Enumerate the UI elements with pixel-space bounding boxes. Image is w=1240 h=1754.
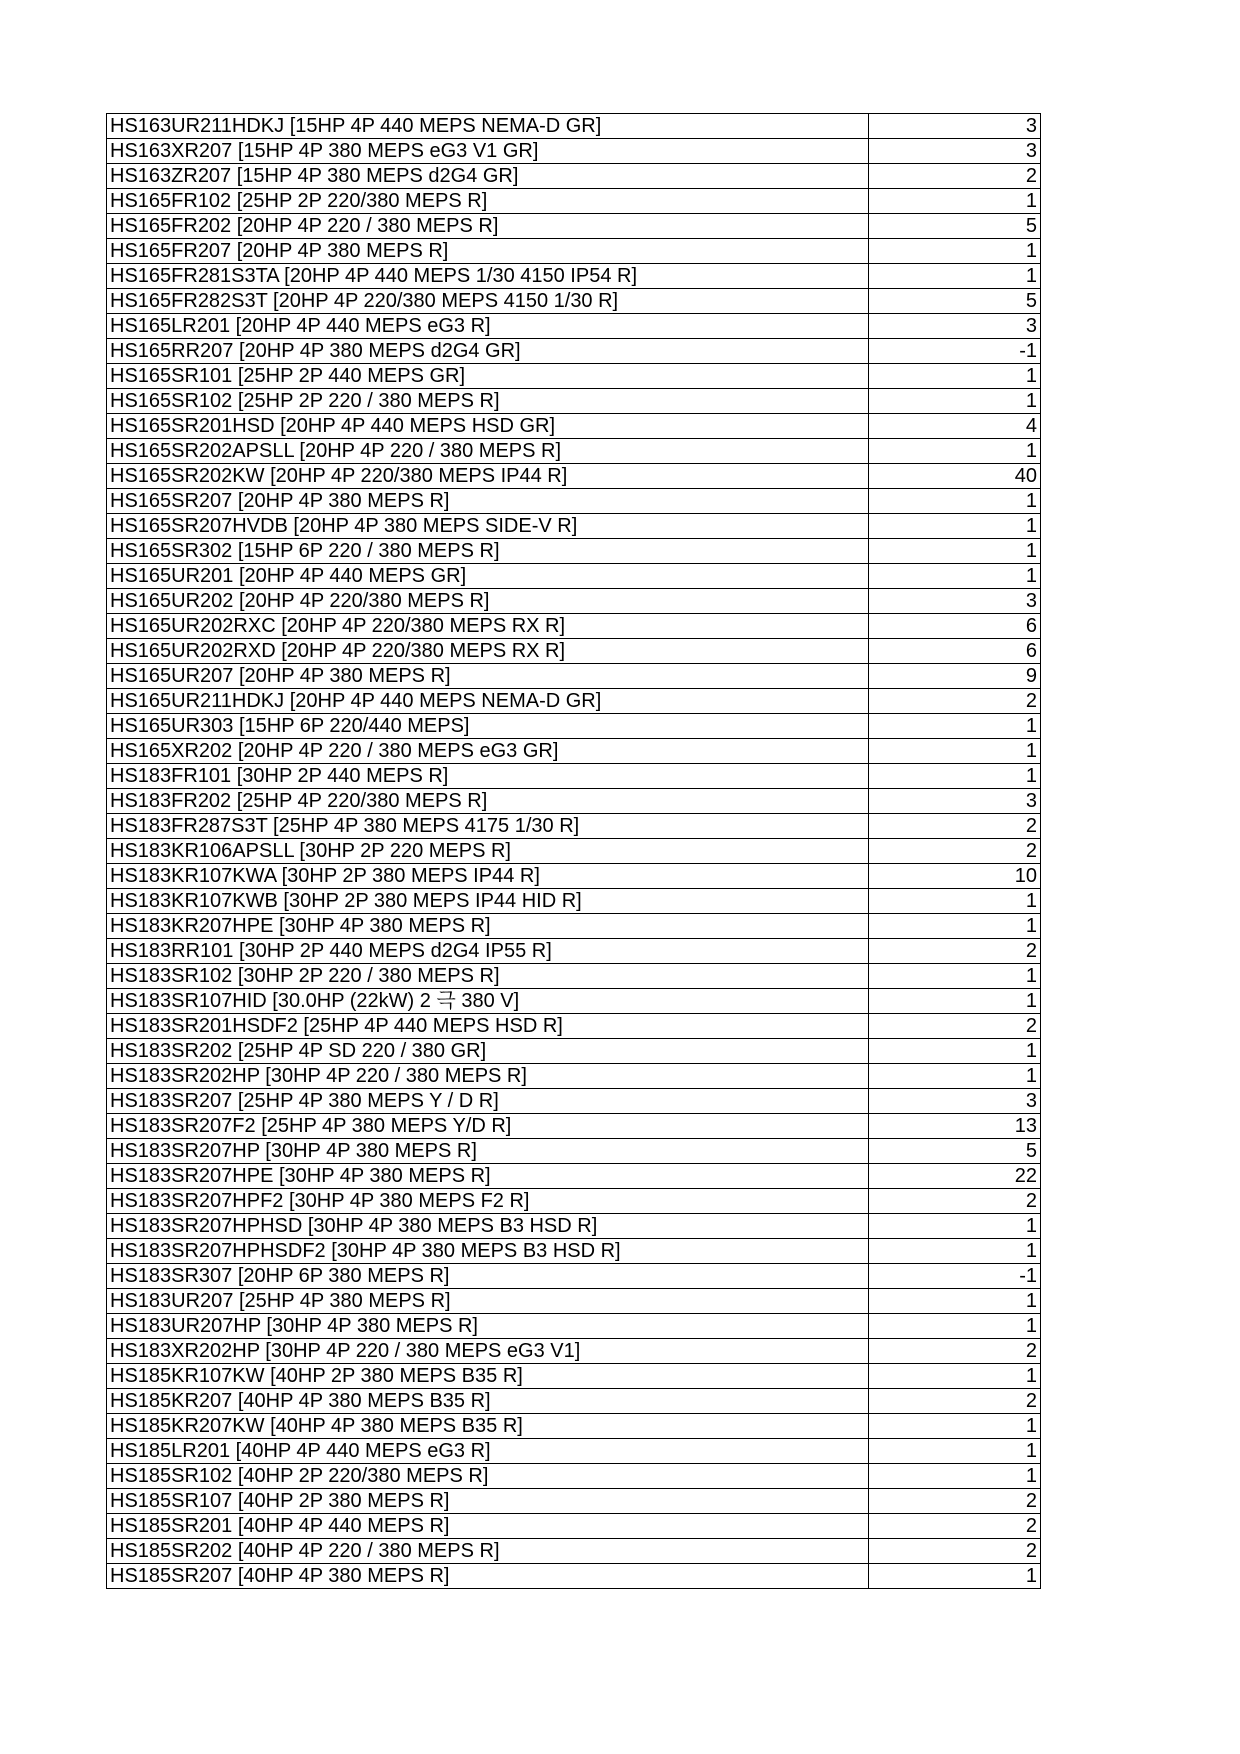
quantity-cell: 1 — [869, 539, 1041, 564]
table-row — [107, 889, 1041, 914]
table-row — [107, 1389, 1041, 1414]
item-description-cell: HS183SR207HPHSD [30HP 4P 380 MEPS B3 HSD R] — [107, 1214, 869, 1239]
item-description-cell: HS183RR101 [30HP 2P 440 MEPS d2G4 IP55 R] — [107, 939, 869, 964]
item-description-cell: HS185SR107 [40HP 2P 380 MEPS R] — [107, 1489, 869, 1514]
item-description-cell: HS165UR303 [15HP 6P 220/440 MEPS] — [107, 714, 869, 739]
quantity-cell: 3 — [869, 314, 1041, 339]
item-description-cell: HS165UR202 [20HP 4P 220/380 MEPS R] — [107, 589, 869, 614]
item-description-cell: HS185SR102 [40HP 2P 220/380 MEPS R] — [107, 1464, 869, 1489]
item-description-cell: HS183SR201HSDF2 [25HP 4P 440 MEPS HSD R] — [107, 1014, 869, 1039]
table-row — [107, 164, 1041, 189]
item-description-cell: HS165SR202KW [20HP 4P 220/380 MEPS IP44 R] — [107, 464, 869, 489]
item-description-cell: HS185SR207 [40HP 4P 380 MEPS R] — [107, 1564, 869, 1589]
table-row — [107, 139, 1041, 164]
item-description-cell: HS183KR106APSLL [30HP 2P 220 MEPS R] — [107, 839, 869, 864]
table-row — [107, 739, 1041, 764]
quantity-cell: 1 — [869, 439, 1041, 464]
quantity-cell: 4 — [869, 414, 1041, 439]
quantity-cell: 1 — [869, 764, 1041, 789]
quantity-cell: 1 — [869, 1214, 1041, 1239]
item-description-cell: HS185LR201 [40HP 4P 440 MEPS eG3 R] — [107, 1439, 869, 1464]
table-row — [107, 264, 1041, 289]
item-description-cell: HS165SR201HSD [20HP 4P 440 MEPS HSD GR] — [107, 414, 869, 439]
table-row — [107, 439, 1041, 464]
table-row — [107, 989, 1041, 1014]
table-row — [107, 914, 1041, 939]
table-row — [107, 689, 1041, 714]
table-row — [107, 964, 1041, 989]
quantity-cell: 1 — [869, 239, 1041, 264]
item-description-cell: HS165FR207 [20HP 4P 380 MEPS R] — [107, 239, 869, 264]
item-description-cell: HS165SR101 [25HP 2P 440 MEPS GR] — [107, 364, 869, 389]
table-row — [107, 1514, 1041, 1539]
item-description-cell: HS183SR307 [20HP 6P 380 MEPS R] — [107, 1264, 869, 1289]
quantity-cell: 2 — [869, 839, 1041, 864]
item-description-cell: HS165XR202 [20HP 4P 220 / 380 MEPS eG3 GR] — [107, 739, 869, 764]
table-row — [107, 414, 1041, 439]
quantity-cell: 1 — [869, 489, 1041, 514]
table-row — [107, 464, 1041, 489]
quantity-cell: 5 — [869, 1139, 1041, 1164]
quantity-cell: 1 — [869, 889, 1041, 914]
quantity-cell: 1 — [869, 739, 1041, 764]
table-row — [107, 614, 1041, 639]
quantity-cell: 5 — [869, 214, 1041, 239]
quantity-cell: 2 — [869, 1539, 1041, 1564]
table-row — [107, 214, 1041, 239]
item-description-cell: HS165SR207HVDB [20HP 4P 380 MEPS SIDE-V R] — [107, 514, 869, 539]
table-row — [107, 764, 1041, 789]
item-description-cell: HS183SR107HID [30.0HP (22kW) 2 극 380 V] — [107, 989, 869, 1014]
item-description-cell: HS183SR207HPHSDF2 [30HP 4P 380 MEPS B3 HSD R] — [107, 1239, 869, 1264]
item-description-cell: HS185KR207 [40HP 4P 380 MEPS B35 R] — [107, 1389, 869, 1414]
item-description-cell: HS183KR207HPE [30HP 4P 380 MEPS R] — [107, 914, 869, 939]
table-row — [107, 814, 1041, 839]
item-description-cell: HS165SR302 [15HP 6P 220 / 380 MEPS R] — [107, 539, 869, 564]
quantity-cell: 2 — [869, 1014, 1041, 1039]
inventory-table-body — [107, 114, 1041, 1589]
item-description-cell: HS163XR207 [15HP 4P 380 MEPS eG3 V1 GR] — [107, 139, 869, 164]
item-description-cell: HS165UR211HDKJ [20HP 4P 440 MEPS NEMA-D GR] — [107, 689, 869, 714]
quantity-cell: 2 — [869, 1189, 1041, 1214]
item-description-cell: HS165UR201 [20HP 4P 440 MEPS GR] — [107, 564, 869, 589]
item-description-cell: HS165UR207 [20HP 4P 380 MEPS R] — [107, 664, 869, 689]
quantity-cell: 1 — [869, 189, 1041, 214]
table-row — [107, 639, 1041, 664]
item-description-cell: HS183SR202HP [30HP 4P 220 / 380 MEPS R] — [107, 1064, 869, 1089]
quantity-cell: 5 — [869, 289, 1041, 314]
quantity-cell: 1 — [869, 964, 1041, 989]
item-description-cell: HS183SR207 [25HP 4P 380 MEPS Y / D R] — [107, 1089, 869, 1114]
quantity-cell: 2 — [869, 164, 1041, 189]
item-description-cell: HS183SR202 [25HP 4P SD 220 / 380 GR] — [107, 1039, 869, 1064]
item-description-cell: HS183SR207HPF2 [30HP 4P 380 MEPS F2 R] — [107, 1189, 869, 1214]
quantity-cell: 9 — [869, 664, 1041, 689]
table-row — [107, 714, 1041, 739]
quantity-cell: 1 — [869, 514, 1041, 539]
quantity-cell: 1 — [869, 1239, 1041, 1264]
table-row — [107, 314, 1041, 339]
quantity-cell: 1 — [869, 264, 1041, 289]
quantity-cell: 1 — [869, 1564, 1041, 1589]
quantity-cell: 1 — [869, 989, 1041, 1014]
quantity-cell: -1 — [869, 339, 1041, 364]
item-description-cell: HS183FR287S3T [25HP 4P 380 MEPS 4175 1/30 R] — [107, 814, 869, 839]
table-row — [107, 1214, 1041, 1239]
table-row — [107, 1314, 1041, 1339]
table-row — [107, 1064, 1041, 1089]
table-row — [107, 1264, 1041, 1289]
table-row — [107, 1089, 1041, 1114]
quantity-cell: 3 — [869, 114, 1041, 139]
quantity-cell: 6 — [869, 614, 1041, 639]
table-row — [107, 514, 1041, 539]
table-row — [107, 664, 1041, 689]
quantity-cell: 1 — [869, 1064, 1041, 1089]
item-description-cell: HS165SR202APSLL [20HP 4P 220 / 380 MEPS R] — [107, 439, 869, 464]
table-row — [107, 1164, 1041, 1189]
item-description-cell: HS185SR202 [40HP 4P 220 / 380 MEPS R] — [107, 1539, 869, 1564]
item-description-cell: HS183UR207HP [30HP 4P 380 MEPS R] — [107, 1314, 869, 1339]
item-description-cell: HS183SR207F2 [25HP 4P 380 MEPS Y/D R] — [107, 1114, 869, 1139]
quantity-cell: -1 — [869, 1264, 1041, 1289]
item-description-cell: HS185SR201 [40HP 4P 440 MEPS R] — [107, 1514, 869, 1539]
item-description-cell: HS165FR281S3TA [20HP 4P 440 MEPS 1/30 4150 IP54 R] — [107, 264, 869, 289]
item-description-cell: HS183UR207 [25HP 4P 380 MEPS R] — [107, 1289, 869, 1314]
quantity-cell: 1 — [869, 364, 1041, 389]
quantity-cell: 22 — [869, 1164, 1041, 1189]
table-row — [107, 539, 1041, 564]
quantity-cell: 1 — [869, 389, 1041, 414]
quantity-cell: 2 — [869, 689, 1041, 714]
item-description-cell: HS165UR202RXD [20HP 4P 220/380 MEPS RX R] — [107, 639, 869, 664]
table-row — [107, 1564, 1041, 1589]
table-row — [107, 789, 1041, 814]
quantity-cell: 2 — [869, 1489, 1041, 1514]
table-row — [107, 1364, 1041, 1389]
quantity-cell: 3 — [869, 589, 1041, 614]
item-description-cell: HS165SR102 [25HP 2P 220 / 380 MEPS R] — [107, 389, 869, 414]
item-description-cell: HS165FR102 [25HP 2P 220/380 MEPS R] — [107, 189, 869, 214]
item-description-cell: HS183SR207HP [30HP 4P 380 MEPS R] — [107, 1139, 869, 1164]
table-row — [107, 839, 1041, 864]
quantity-cell: 40 — [869, 464, 1041, 489]
table-row — [107, 364, 1041, 389]
quantity-cell: 1 — [869, 1464, 1041, 1489]
quantity-cell: 2 — [869, 1339, 1041, 1364]
quantity-cell: 1 — [869, 1439, 1041, 1464]
quantity-cell: 1 — [869, 1414, 1041, 1439]
table-row — [107, 1339, 1041, 1364]
table-row — [107, 1464, 1041, 1489]
quantity-cell: 1 — [869, 564, 1041, 589]
quantity-cell: 2 — [869, 1514, 1041, 1539]
table-row — [107, 1539, 1041, 1564]
quantity-cell: 1 — [869, 714, 1041, 739]
table-row — [107, 339, 1041, 364]
item-description-cell: HS165FR202 [20HP 4P 220 / 380 MEPS R] — [107, 214, 869, 239]
table-row — [107, 1139, 1041, 1164]
item-description-cell: HS183KR107KWB [30HP 2P 380 MEPS IP44 HID R] — [107, 889, 869, 914]
table-row — [107, 589, 1041, 614]
table-row — [107, 1114, 1041, 1139]
quantity-cell: 1 — [869, 1314, 1041, 1339]
item-description-cell: HS163UR211HDKJ [15HP 4P 440 MEPS NEMA-D GR] — [107, 114, 869, 139]
quantity-cell: 1 — [869, 1364, 1041, 1389]
table-row — [107, 189, 1041, 214]
table-row — [107, 289, 1041, 314]
table-row — [107, 1239, 1041, 1264]
quantity-cell: 1 — [869, 914, 1041, 939]
item-description-cell: HS183KR107KWA [30HP 2P 380 MEPS IP44 R] — [107, 864, 869, 889]
table-row — [107, 864, 1041, 889]
table-row — [107, 1439, 1041, 1464]
item-description-cell: HS183SR102 [30HP 2P 220 / 380 MEPS R] — [107, 964, 869, 989]
quantity-cell: 3 — [869, 789, 1041, 814]
table-row — [107, 239, 1041, 264]
table-row — [107, 1014, 1041, 1039]
item-description-cell: HS165FR282S3T [20HP 4P 220/380 MEPS 4150 1/30 R] — [107, 289, 869, 314]
table-row — [107, 1489, 1041, 1514]
item-description-cell: HS183FR202 [25HP 4P 220/380 MEPS R] — [107, 789, 869, 814]
quantity-cell: 2 — [869, 939, 1041, 964]
item-description-cell: HS183XR202HP [30HP 4P 220 / 380 MEPS eG3 V1] — [107, 1339, 869, 1364]
quantity-cell: 6 — [869, 639, 1041, 664]
table-row — [107, 939, 1041, 964]
item-description-cell: HS165LR201 [20HP 4P 440 MEPS eG3 R] — [107, 314, 869, 339]
item-description-cell: HS165UR202RXC [20HP 4P 220/380 MEPS RX R] — [107, 614, 869, 639]
quantity-cell: 2 — [869, 814, 1041, 839]
item-description-cell: HS165RR207 [20HP 4P 380 MEPS d2G4 GR] — [107, 339, 869, 364]
table-row — [107, 114, 1041, 139]
table-row — [107, 1039, 1041, 1064]
table-row — [107, 1189, 1041, 1214]
quantity-cell: 2 — [869, 1389, 1041, 1414]
item-description-cell: HS185KR107KW [40HP 2P 380 MEPS B35 R] — [107, 1364, 869, 1389]
table-row — [107, 1289, 1041, 1314]
quantity-cell: 1 — [869, 1039, 1041, 1064]
item-description-cell: HS183FR101 [30HP 2P 440 MEPS R] — [107, 764, 869, 789]
quantity-cell: 3 — [869, 139, 1041, 164]
table-row — [107, 389, 1041, 414]
quantity-cell: 1 — [869, 1289, 1041, 1314]
inventory-table — [106, 113, 1041, 1589]
item-description-cell: HS163ZR207 [15HP 4P 380 MEPS d2G4 GR] — [107, 164, 869, 189]
quantity-cell: 10 — [869, 864, 1041, 889]
quantity-cell: 13 — [869, 1114, 1041, 1139]
item-description-cell: HS165SR207 [20HP 4P 380 MEPS R] — [107, 489, 869, 514]
quantity-cell: 3 — [869, 1089, 1041, 1114]
table-row — [107, 564, 1041, 589]
table-row — [107, 489, 1041, 514]
item-description-cell: HS183SR207HPE [30HP 4P 380 MEPS R] — [107, 1164, 869, 1189]
table-row — [107, 1414, 1041, 1439]
item-description-cell: HS185KR207KW [40HP 4P 380 MEPS B35 R] — [107, 1414, 869, 1439]
